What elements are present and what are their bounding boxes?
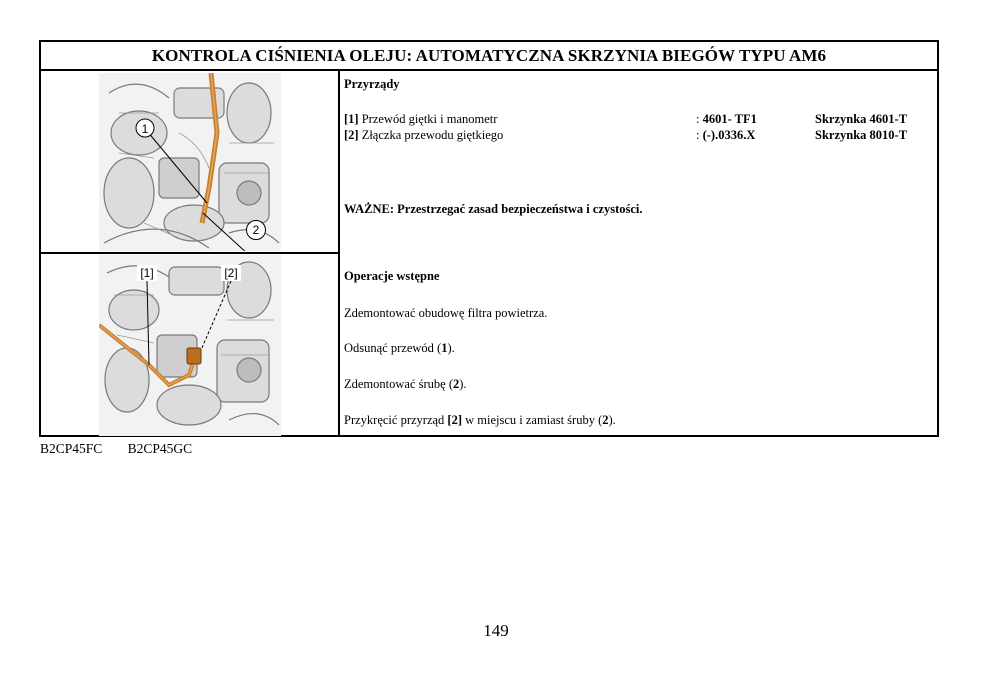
- tool-reference: : 4601- TF1: [696, 112, 757, 126]
- figure-divider: [41, 252, 338, 254]
- tool-name: Przewód giętki i manometr: [361, 112, 498, 126]
- operations-heading: Operacje wstępne: [344, 269, 440, 283]
- tool-box: Skrzynka 4601-T: [815, 112, 908, 126]
- callout-2: 2: [246, 220, 266, 240]
- image-references: [40, 441, 214, 457]
- callout-tool-2: [2]: [224, 266, 238, 280]
- operation-step: Zdemontować obudowę filtra powietrza.: [344, 306, 548, 320]
- image-reference: B2CP45GC: [127, 441, 193, 456]
- operation-step: Przykręcić przyrząd [2] w miejscu i zamiast śruby (2).: [344, 413, 616, 427]
- tool-name: Złączka przewodu giętkiego: [361, 128, 504, 142]
- safety-notice: WAŻNE: Przestrzegać zasad bezpieczeństwa i czystości.: [344, 202, 643, 216]
- tool-row: [344, 112, 931, 128]
- tool-row: [344, 128, 931, 144]
- engine-figure-2: [99, 255, 281, 436]
- tools-heading: Przyrządy: [344, 77, 400, 91]
- page-title: KONTROLA CIŚNIENIA OLEJU: AUTOMATYCZNA SKRZYNIA BIEGÓW TYPU AM6: [41, 42, 937, 71]
- image-reference: B2CP45FC: [40, 441, 103, 456]
- page-number: 149: [483, 621, 509, 640]
- callout-1: 1: [141, 122, 149, 136]
- tool-reference: : (-).0336.X: [696, 128, 756, 142]
- tool-number: [1]: [344, 112, 359, 126]
- tool-number: [2]: [344, 128, 359, 142]
- operation-step: Odsunąć przewód (1).: [344, 341, 455, 355]
- procedure-table: [39, 40, 939, 437]
- engine-illustration-2: [99, 255, 281, 436]
- column-divider: [338, 71, 340, 437]
- callout-tool-1: [1]: [140, 266, 154, 280]
- tool-box: Skrzynka 8010-T: [815, 128, 908, 142]
- union-fitting: [187, 348, 201, 364]
- operation-step: Zdemontować śrubę (2).: [344, 377, 467, 391]
